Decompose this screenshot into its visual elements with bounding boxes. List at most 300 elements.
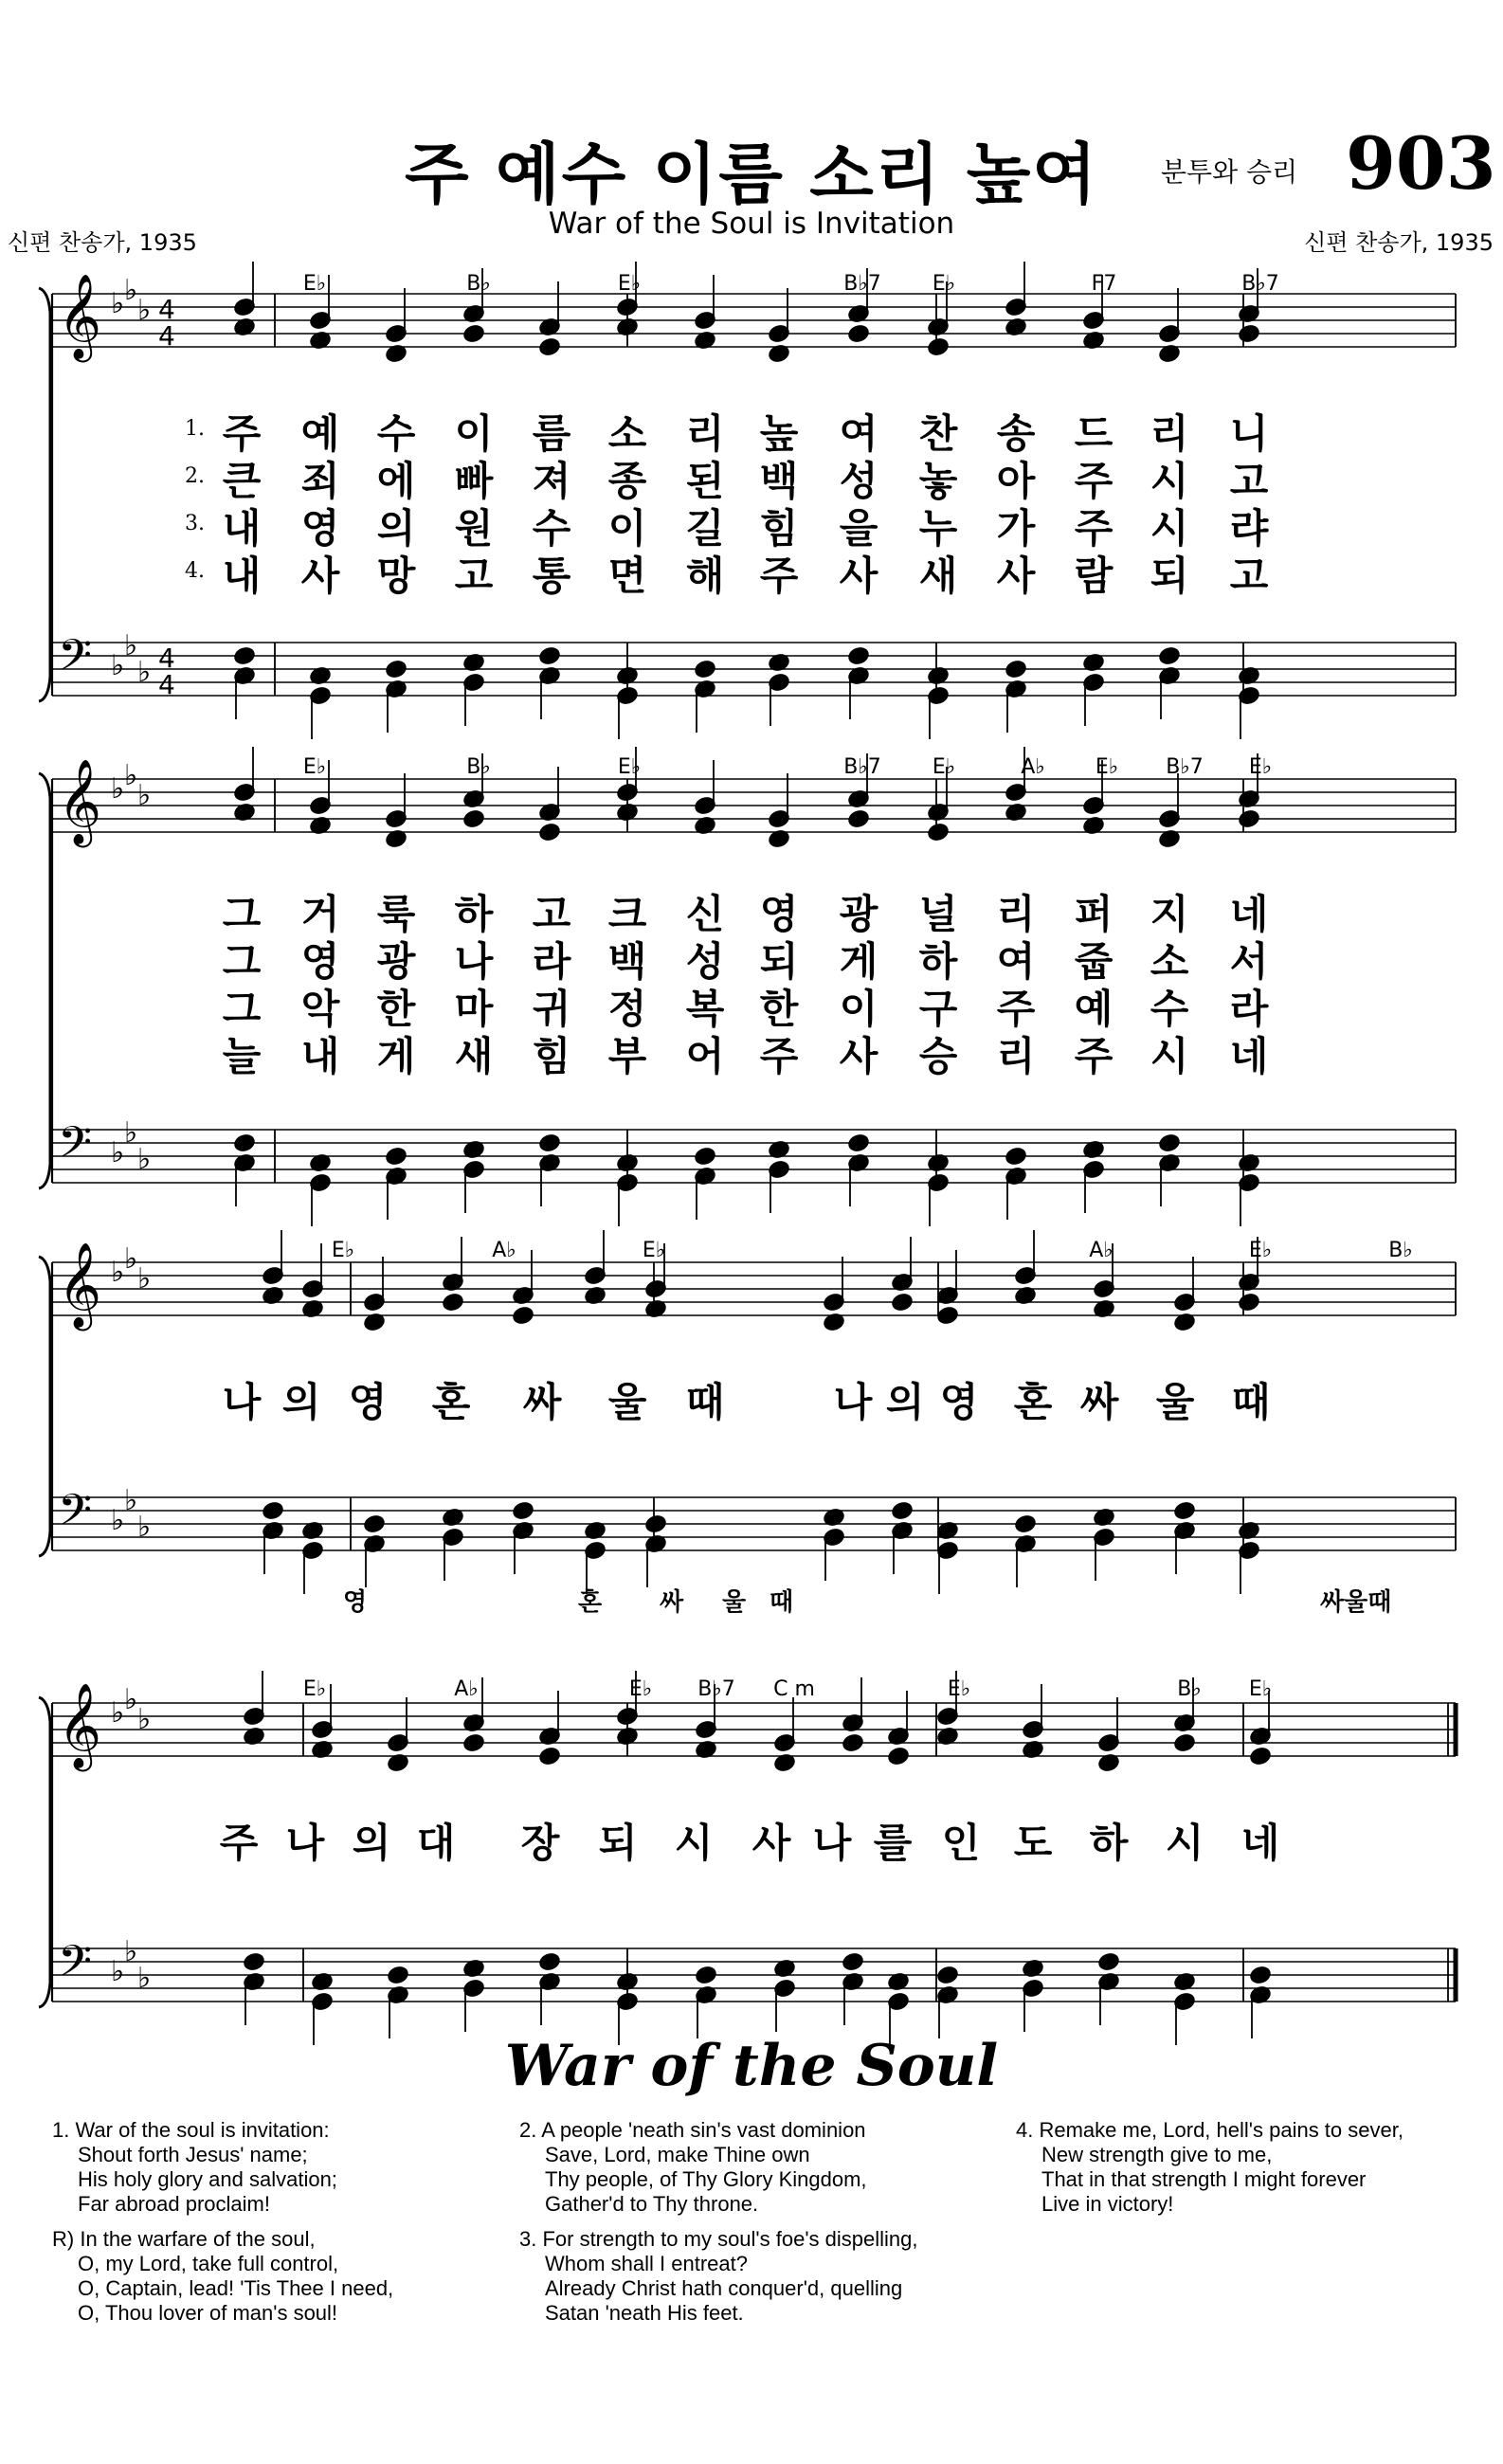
note-head <box>1158 646 1181 666</box>
key-signature-flat: ♭ <box>111 649 125 682</box>
verse-line: Whom shall I entreat? <box>545 2252 748 2275</box>
lyric-syllable: 마 <box>454 986 494 1032</box>
chord: E♭ <box>1248 755 1273 779</box>
chord: E♭ <box>302 755 327 779</box>
key-signature-flat: ♭ <box>137 294 152 327</box>
lyric-syllable: 지 <box>1150 891 1189 937</box>
lyric-syllable: 새 <box>918 553 958 599</box>
lyric-syllable: 하 <box>454 891 494 937</box>
lyric-syllable: 길 <box>685 505 725 552</box>
verse-number: 3. <box>185 512 205 535</box>
key-signature-flat: ♭ <box>111 1256 125 1289</box>
lyric-syllable: 되 <box>598 1820 638 1866</box>
lyric-syllable: 성 <box>685 938 725 985</box>
lyric-syllable: 름 <box>532 410 571 457</box>
key-signature-flat: ♭ <box>111 287 125 320</box>
key-signature-flat: ♭ <box>111 1136 125 1169</box>
lyric-syllable: 나 <box>812 1820 852 1866</box>
verse-line: Already Christ hath conquer'd, quelling <box>545 2276 903 2300</box>
note-head <box>1097 1952 1120 1972</box>
verse-line: R) In the warfare of the soul, <box>52 2227 316 2251</box>
verse-line: Live in victory! <box>1041 2192 1174 2216</box>
time-signature: 4 <box>158 643 175 674</box>
lyric-syllable: 그 <box>222 986 262 1032</box>
key-signature-flat: ♭ <box>137 1143 152 1176</box>
lyric-syllable: 어 <box>685 1033 725 1079</box>
lyric-syllable: 이 <box>607 505 647 552</box>
lyric-syllable: 의 <box>376 505 416 552</box>
note-head <box>262 1501 284 1521</box>
system-brace <box>39 1257 50 1556</box>
note-head <box>512 1306 534 1326</box>
lyric-syllable: 고 <box>1229 458 1269 504</box>
lyric-syllable: 한 <box>759 986 799 1032</box>
lyric-syllable: 종 <box>607 458 647 504</box>
lyric-syllable: 니 <box>1229 410 1269 457</box>
lyric-syllable: 여 <box>839 410 878 457</box>
source-left: 신편 찬송가, 1935 <box>8 229 197 256</box>
lyric-syllable: 크 <box>607 891 647 937</box>
lyric-syllable: 그 <box>222 891 262 937</box>
note-head <box>1173 1733 1196 1753</box>
lyric-syllable: 나 <box>833 1379 873 1425</box>
treble-clef-icon: 𝄞 <box>58 1683 102 1768</box>
lyric-syllable: 내 <box>222 505 262 552</box>
key-signature-flat: ♭ <box>124 1242 138 1276</box>
chord: E♭ <box>628 1677 653 1701</box>
verse-line: That in that strength I might forever <box>1041 2167 1367 2191</box>
note-head <box>847 1133 870 1153</box>
key-signature-flat: ♭ <box>124 629 138 662</box>
note-head <box>847 809 870 829</box>
note-head <box>538 1133 561 1153</box>
lyric-syllable: 이 <box>839 986 878 1032</box>
lyric-syllable: 악 <box>300 986 340 1032</box>
note-head <box>1014 1514 1037 1534</box>
lyric-syllable: 고 <box>454 553 494 599</box>
note-head <box>538 337 561 357</box>
lyric-syllable: 싸 <box>1079 1379 1119 1425</box>
lyric-syllable: 고 <box>1229 553 1269 599</box>
note-head <box>842 1952 864 1972</box>
lyric-syllable: 시 <box>1150 505 1189 552</box>
lyric-syllable: 리 <box>996 891 1036 937</box>
note-head <box>233 646 256 666</box>
lyric-syllable: 주 <box>996 986 1036 1032</box>
lyric-syllable: 누 <box>918 505 958 552</box>
lyric-syllable: 인 <box>941 1820 981 1866</box>
bass-lyric: 싸 <box>660 1588 684 1617</box>
note-head <box>538 823 561 842</box>
verse-line: Satan 'neath His feet. <box>545 2301 744 2325</box>
bass-clef-icon: 𝄢 <box>58 630 93 692</box>
key-signature-flat: ♭ <box>137 1703 152 1736</box>
lyric-syllable: 시 <box>1150 1033 1189 1079</box>
note-head <box>847 324 870 344</box>
system-brace <box>39 773 50 1188</box>
lyric-syllable: 이 <box>454 410 494 457</box>
verse-line: 3. For strength to my soul's foe's dispelling, <box>519 2227 918 2251</box>
lyric-syllable: 나 <box>285 1820 325 1866</box>
note-head <box>927 337 950 357</box>
lyric-syllable: 고 <box>532 891 571 937</box>
lyric-syllable: 울 <box>1155 1379 1195 1425</box>
lyric-syllable: 내 <box>300 1033 340 1079</box>
note-head <box>927 823 950 842</box>
lyric-syllable: 되 <box>759 938 799 985</box>
lyric-syllable: 되 <box>1150 553 1189 599</box>
note-head <box>1238 324 1260 344</box>
lyric-syllable: 대 <box>416 1820 456 1866</box>
chord: E♭ <box>932 755 956 779</box>
lyric-syllable: 해 <box>685 553 725 599</box>
lyric-syllable: 사 <box>996 553 1036 599</box>
chord: E♭ <box>1248 1239 1273 1262</box>
lyric-syllable: 아 <box>996 458 1036 504</box>
note-head <box>847 646 870 666</box>
chord: C m <box>773 1677 815 1701</box>
note-head <box>387 1966 409 1985</box>
english-verse-4 <box>1016 2118 1403 2217</box>
lyric-syllable: 죄 <box>300 458 340 504</box>
lyric-syllable: 혼 <box>431 1379 471 1425</box>
lyric-syllable: 룩 <box>376 891 416 937</box>
note-head <box>1005 660 1027 679</box>
lyric-syllable: 영 <box>348 1379 388 1425</box>
lyric-syllable: 승 <box>918 1033 958 1079</box>
note-head <box>538 1952 561 1972</box>
lyric-syllable: 게 <box>839 938 878 985</box>
chord: E♭ <box>1248 1677 1273 1701</box>
lyric-syllable: 져 <box>532 458 571 504</box>
lyric-syllable: 수 <box>532 505 571 552</box>
lyric-syllable: 힘 <box>532 1033 571 1079</box>
lyric-syllable: 영 <box>759 891 799 937</box>
lyric-syllable: 혼 <box>1013 1379 1053 1425</box>
lyric-syllable: 그 <box>222 938 262 985</box>
lyric-syllable: 된 <box>685 458 725 504</box>
chord: E♭ <box>642 1239 666 1262</box>
bass-clef-icon: 𝄢 <box>58 1936 93 1998</box>
lyric-syllable: 찬 <box>918 410 958 457</box>
chord: B♭ <box>1177 1677 1202 1701</box>
note-head <box>695 1966 717 1985</box>
lyric-syllable: 라 <box>1229 986 1269 1032</box>
lyric-syllable: 랴 <box>1229 505 1269 552</box>
key-signature-flat: ♭ <box>124 1484 138 1517</box>
note-head <box>644 1514 667 1534</box>
chord: A♭ <box>454 1677 479 1701</box>
note-head <box>936 1306 959 1326</box>
note-head <box>1158 1133 1181 1153</box>
lyric-syllable: 예 <box>300 410 340 457</box>
lyric-syllable: 거 <box>300 891 340 937</box>
note-head <box>936 1966 959 1985</box>
key-signature-flat: ♭ <box>124 274 138 307</box>
english-verse-1 <box>52 2118 337 2217</box>
note-head <box>694 660 716 679</box>
key-signature-flat: ♭ <box>111 1955 125 1988</box>
lyric-syllable: 주 <box>759 1033 799 1079</box>
key-signature-flat: ♭ <box>137 1262 152 1295</box>
note-head <box>694 1147 716 1167</box>
lyric-syllable: 드 <box>1074 410 1114 457</box>
lyric-syllable: 새 <box>454 1033 494 1079</box>
verse-line: Save, Lord, make Thine own <box>545 2143 810 2166</box>
note-head <box>1249 1747 1272 1766</box>
treble-clef-icon: 𝄞 <box>58 1242 102 1328</box>
lyric-syllable: 수 <box>376 410 416 457</box>
chord: B♭ <box>1388 1239 1413 1262</box>
lyric-syllable: 망 <box>376 553 416 599</box>
chord: E♭ <box>1095 755 1119 779</box>
chord: E♭ <box>302 272 327 296</box>
verse-line: Far abroad proclaim! <box>78 2192 270 2216</box>
bass-lyric: 싸울때 <box>1320 1588 1392 1617</box>
chord: B♭7 <box>1241 272 1279 296</box>
lyric-syllable: 백 <box>607 938 647 985</box>
chord: B♭7 <box>843 272 881 296</box>
bass-clef-icon: 𝄢 <box>58 1117 93 1179</box>
lyric-syllable: 부 <box>607 1033 647 1079</box>
lyric-syllable: 내 <box>222 553 262 599</box>
english-verse-3 <box>519 2227 917 2326</box>
verse-line: His holy glory and salvation; <box>78 2167 337 2191</box>
lyric-syllable: 주 <box>759 553 799 599</box>
chord: E♭ <box>302 1677 327 1701</box>
verse-line: Shout forth Jesus' name; <box>78 2143 308 2166</box>
note-head <box>1173 1501 1196 1521</box>
key-signature-flat: ♭ <box>124 1935 138 1968</box>
lyric-syllable: 영 <box>939 1379 979 1425</box>
lyric-syllable: 라 <box>532 938 571 985</box>
lyric-syllable: 나 <box>454 938 494 985</box>
note-head <box>538 1747 561 1766</box>
note-head <box>538 646 561 666</box>
system-brace <box>39 288 50 701</box>
key-signature-flat: ♭ <box>124 759 138 792</box>
lyric-syllable: 을 <box>839 505 878 552</box>
lyric-syllable: 시 <box>1165 1820 1204 1866</box>
note-head <box>442 1293 464 1313</box>
verse-line: Gather'd to Thy throne. <box>545 2192 759 2216</box>
note-head <box>233 1133 256 1153</box>
lyric-syllable: 사 <box>300 553 340 599</box>
lyric-syllable: 게 <box>376 1033 416 1079</box>
key-signature-flat: ♭ <box>137 656 152 689</box>
verse-line: O, my Lord, take full control, <box>78 2252 339 2275</box>
key-signature-flat: ♭ <box>137 1962 152 1995</box>
bass-clef-icon: 𝄢 <box>58 1485 93 1547</box>
note-head <box>512 1501 534 1521</box>
lyric-syllable: 하 <box>918 938 958 985</box>
time-signature: 4 <box>158 320 175 352</box>
time-signature: 4 <box>158 294 175 325</box>
chord: E♭ <box>617 755 642 779</box>
bass-lyric: 때 <box>770 1588 794 1617</box>
lyric-syllable: 퍼 <box>1074 891 1114 937</box>
lyric-syllable: 높 <box>759 410 799 457</box>
treble-clef-icon: 𝄞 <box>58 274 102 359</box>
verse-number: 2. <box>185 464 205 488</box>
chord: A♭ <box>1021 755 1045 779</box>
lyric-syllable: 소 <box>607 410 647 457</box>
verse-line: 1. War of the soul is invitation: <box>52 2118 330 2142</box>
lyric-syllable: 여 <box>996 938 1036 985</box>
lyric-syllable: 원 <box>454 505 494 552</box>
verse-line: New strength give to me, <box>1041 2143 1273 2166</box>
lyric-syllable: 네 <box>1240 1820 1280 1866</box>
lyric-syllable: 구 <box>918 986 958 1032</box>
lyric-syllable: 람 <box>1074 553 1114 599</box>
hymn-category: 분투와 승리 <box>1161 156 1298 188</box>
lyric-syllable: 리 <box>685 410 725 457</box>
bass-lyric: 혼 <box>578 1588 603 1617</box>
lyric-syllable: 신 <box>685 891 725 937</box>
chord: B♭7 <box>843 755 881 779</box>
source-right: 신편 찬송가, 1935 <box>1304 229 1494 256</box>
lyric-syllable: 영 <box>300 938 340 985</box>
lyric-syllable: 리 <box>1150 410 1189 457</box>
lyric-syllable: 주 <box>219 1820 259 1866</box>
lyric-syllable: 시 <box>674 1820 714 1866</box>
chord: B♭ <box>466 272 491 296</box>
lyric-syllable: 서 <box>1229 938 1269 985</box>
lyric-syllable: 광 <box>839 891 878 937</box>
key-signature-flat: ♭ <box>124 1683 138 1716</box>
note-head <box>462 324 485 344</box>
note-head <box>363 1514 386 1534</box>
lyric-syllable: 의 <box>281 1379 321 1425</box>
lyric-syllable: 를 <box>873 1820 913 1866</box>
lyric-syllable: 빠 <box>454 458 494 504</box>
lyric-syllable: 울 <box>607 1379 647 1425</box>
chord: E♭ <box>331 1239 355 1262</box>
lyric-syllable: 널 <box>918 891 958 937</box>
note-head <box>842 1733 864 1753</box>
note-head <box>462 809 485 829</box>
note-head <box>243 1952 265 1972</box>
lyric-syllable: 놓 <box>918 458 958 504</box>
lyric-syllable: 때 <box>685 1379 725 1425</box>
verse-line: O, Thou lover of man's soul! <box>78 2301 338 2325</box>
lyric-syllable: 영 <box>300 505 340 552</box>
lyric-syllable: 송 <box>996 410 1036 457</box>
note-head <box>891 1293 914 1313</box>
lyric-syllable: 귀 <box>532 986 571 1032</box>
time-signature: 4 <box>158 669 175 700</box>
chord: B♭7 <box>1166 755 1204 779</box>
lyric-syllable: 네 <box>1229 1033 1269 1079</box>
lyric-syllable: 때 <box>1231 1379 1271 1425</box>
hymn-number: 903 <box>1346 121 1496 206</box>
verse-number: 4. <box>185 559 205 583</box>
chord: B♭ <box>466 755 491 779</box>
verse-line: 4. Remake me, Lord, hell's pains to sever, <box>1016 2118 1403 2142</box>
key-signature-flat: ♭ <box>124 1116 138 1150</box>
lyric-syllable: 하 <box>1089 1820 1129 1866</box>
lyric-syllable: 복 <box>685 986 725 1032</box>
lyric-syllable: 정 <box>607 986 647 1032</box>
lyric-syllable: 주 <box>1074 505 1114 552</box>
lyric-syllable: 사 <box>839 553 878 599</box>
lyric-syllable: 도 <box>1013 1820 1053 1866</box>
chord: E♭ <box>947 1677 971 1701</box>
chord: B♭7 <box>697 1677 735 1701</box>
lyric-syllable: 나 <box>222 1379 262 1425</box>
lyric-syllable: 큰 <box>222 458 262 504</box>
lyric-syllable: 줍 <box>1074 938 1114 985</box>
note-head <box>385 1147 407 1167</box>
lyric-syllable: 늘 <box>222 1033 262 1079</box>
key-signature-flat: ♭ <box>137 1511 152 1544</box>
chord: E♭ <box>617 272 642 296</box>
verse-line: O, Captain, lead! 'Tis Thee I need, <box>78 2276 394 2300</box>
lyric-syllable: 가 <box>996 505 1036 552</box>
lyric-syllable: 통 <box>532 553 571 599</box>
lyric-syllable: 네 <box>1229 891 1269 937</box>
verse-line: Thy people, of Thy Glory Kingdom, <box>545 2167 867 2191</box>
lyric-syllable: 장 <box>520 1820 560 1866</box>
note-head <box>1005 1147 1027 1167</box>
lyric-syllable: 주 <box>222 410 262 457</box>
english-title: War of the Soul <box>504 2033 999 2099</box>
lyric-syllable: 수 <box>1150 986 1189 1032</box>
lyric-syllable: 시 <box>1150 458 1189 504</box>
lyric-syllable: 성 <box>839 458 878 504</box>
key-signature-flat: ♭ <box>111 1696 125 1730</box>
note-head <box>1238 809 1260 829</box>
lyric-syllable: 의 <box>885 1379 925 1425</box>
lyric-syllable: 백 <box>759 458 799 504</box>
lyric-syllable: 의 <box>352 1820 391 1866</box>
key-signature-flat: ♭ <box>111 772 125 806</box>
note-head <box>1249 1966 1272 1985</box>
lyric-syllable: 주 <box>1074 458 1114 504</box>
lyric-syllable: 리 <box>996 1033 1036 1079</box>
note-head <box>887 1747 910 1766</box>
note-head <box>462 1733 485 1753</box>
lyric-syllable: 한 <box>376 986 416 1032</box>
bass-lyric: 울 <box>722 1588 747 1617</box>
hymn-title: 주 예수 이름 소리 높여 <box>404 136 1099 213</box>
note-head <box>385 660 407 679</box>
chord: A♭ <box>492 1239 516 1262</box>
english-verse-2 <box>519 2118 867 2217</box>
key-signature-flat: ♭ <box>137 779 152 812</box>
lyric-syllable: 예 <box>1074 986 1114 1032</box>
lyric-syllable: 소 <box>1150 938 1189 985</box>
chord: F7 <box>1091 272 1117 296</box>
verse-line: 2. A people 'neath sin's vast dominion <box>519 2118 866 2142</box>
lyric-syllable: 광 <box>376 938 416 985</box>
lyric-syllable: 에 <box>376 458 416 504</box>
verse-number: 1. <box>185 417 205 441</box>
lyric-syllable: 면 <box>607 553 647 599</box>
key-signature-flat: ♭ <box>111 1504 125 1537</box>
chord: E♭ <box>932 272 956 296</box>
english-refrain <box>52 2227 393 2326</box>
lyric-syllable: 싸 <box>522 1379 562 1425</box>
chord: A♭ <box>1089 1239 1114 1262</box>
bass-lyric: 영 <box>343 1588 368 1617</box>
lyric-syllable: 힘 <box>759 505 799 552</box>
lyric-syllable: 사 <box>752 1820 791 1866</box>
lyric-syllable: 사 <box>839 1033 878 1079</box>
lyric-syllable: 주 <box>1074 1033 1114 1079</box>
system-brace <box>39 1697 50 2007</box>
note-head <box>891 1501 914 1521</box>
